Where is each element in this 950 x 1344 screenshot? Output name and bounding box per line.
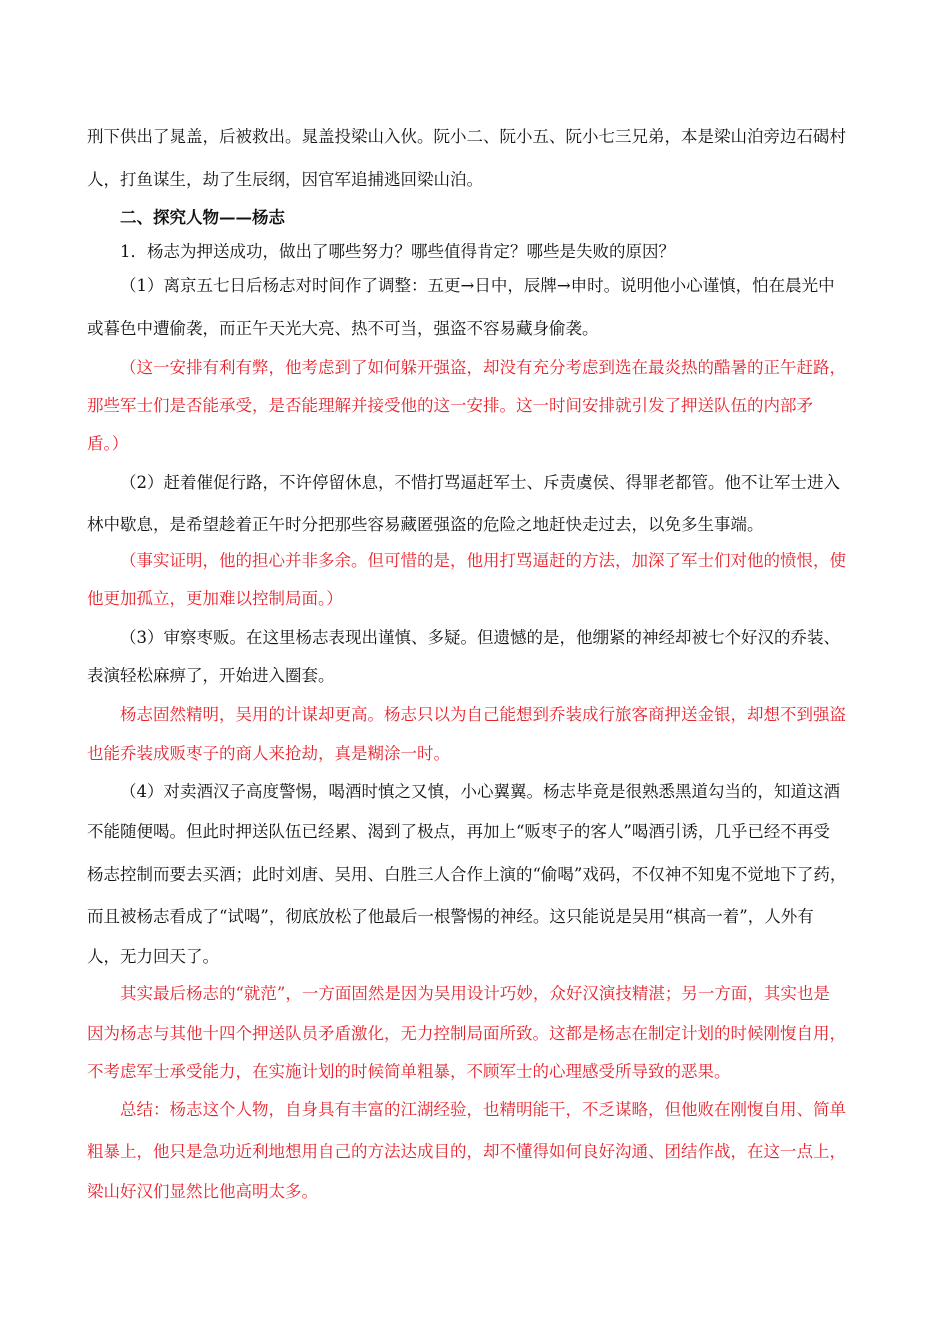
paragraph-line: 或暮色中遭偷袭，而正午天光大亮、热不可当，强盗不容易藏身偷袭。: [87, 319, 599, 338]
paragraph-line: 而且被杨志看成了“试喝”，彻底放松了他最后一根警惕的神经。这只能说是吴用“棋高一着”，人外有: [87, 907, 814, 926]
commentary-line: 也能乔装成贩枣子的商人来抢劫，真是糊涂一时。: [87, 744, 450, 763]
summary-line: 粗暴上，他只是急功近利地想用自己的方法达成目的，却不懂得如何良好沟通、团结作战，在这一点上，: [87, 1142, 846, 1161]
section-heading: 二、探究人物——杨志: [120, 208, 285, 227]
summary-line: 梁山好汉们显然比他高明太多。: [87, 1182, 318, 1201]
commentary-line: 盾。）: [87, 434, 129, 453]
paragraph-line: 刑下供出了晁盖，后被救出。晁盖投梁山入伙。阮小二、阮小五、阮小七三兄弟，本是梁山泊旁边石碣村: [87, 127, 846, 146]
commentary-line: （这一安排有利有弊，他考虑到了如何躲开强盗，却没有充分考虑到选在最炎热的酷暑的正午赶路，: [120, 358, 846, 377]
paragraph-line: 不能随便喝。但此时押送队伍已经累、渴到了极点，再加上“贩枣子的客人”喝酒引诱，几乎已经不再受: [87, 822, 830, 841]
paragraph-line: 杨志控制而要去买酒；此时刘唐、吴用、白胜三人合作上演的“偷喝”戏码，不仅神不知鬼不觉地下了药，: [87, 865, 847, 884]
commentary-line: 不考虑军士承受能力，在实施计划的时候简单粗暴，不顾军士的心理感受所导致的恶果。: [87, 1062, 731, 1081]
commentary-line: 那些军士们是否能承受，是否能理解并接受他的这一安排。这一时间安排就引发了押送队伍的内部矛: [87, 396, 813, 415]
commentary-line: 其实最后杨志的“就范”，一方面固然是因为吴用设计巧妙，众好汉演技精湛；另一方面，其实也是: [120, 984, 830, 1003]
commentary-line: 因为杨志与其他十四个押送队员矛盾激化，无力控制局面所致。这都是杨志在制定计划的时候刚愎自用，: [87, 1024, 846, 1043]
question-line: 1．杨志为押送成功，做出了哪些努力？哪些值得肯定？哪些是失败的原因？: [120, 242, 675, 261]
paragraph-line: 人，无力回天了。: [87, 947, 219, 966]
summary-line: 总结：杨志这个人物，自身具有丰富的江湖经验，也精明能干，不乏谋略，但他败在刚愎自用、简单: [120, 1100, 846, 1119]
paragraph-line: （1）离京五七日后杨志对时间作了调整：五更→日中，辰牌→申时。说明他小心谨慎，怕在晨光中: [120, 276, 835, 295]
paragraph-line: （3）审察枣贩。在这里杨志表现出谨慎、多疑。但遗憾的是，他绷紧的神经却被七个好汉的乔装、: [120, 628, 840, 647]
commentary-line: （事实证明，他的担心并非多余。但可惜的是，他用打骂逼赶的方法，加深了军士们对他的愤恨，使: [120, 551, 846, 570]
commentary-line: 杨志固然精明，吴用的计谋却更高。杨志只以为自己能想到乔装成行旅客商押送金银，却想不到强盗: [120, 705, 846, 724]
paragraph-line: 林中歇息，是希望趁着正午时分把那些容易藏匿强盗的危险之地赶快走过去，以免多生事端。: [87, 515, 764, 534]
commentary-line: 他更加孤立，更加难以控制局面。）: [87, 589, 343, 608]
paragraph-line: 表演轻松麻痹了，开始进入圈套。: [87, 666, 335, 685]
paragraph-line: 人，打鱼谋生，劫了生辰纲，因官军追捕逃回梁山泊。: [87, 170, 483, 189]
paragraph-line: （4）对卖酒汉子高度警惕，喝酒时慎之又慎，小心翼翼。杨志毕竟是很熟悉黑道勾当的，知道这酒: [120, 782, 840, 801]
paragraph-line: （2）赶着催促行路，不许停留休息，不惜打骂逼赶军士、斥责虞侯、得罪老都管。他不让军士进入: [120, 473, 840, 492]
